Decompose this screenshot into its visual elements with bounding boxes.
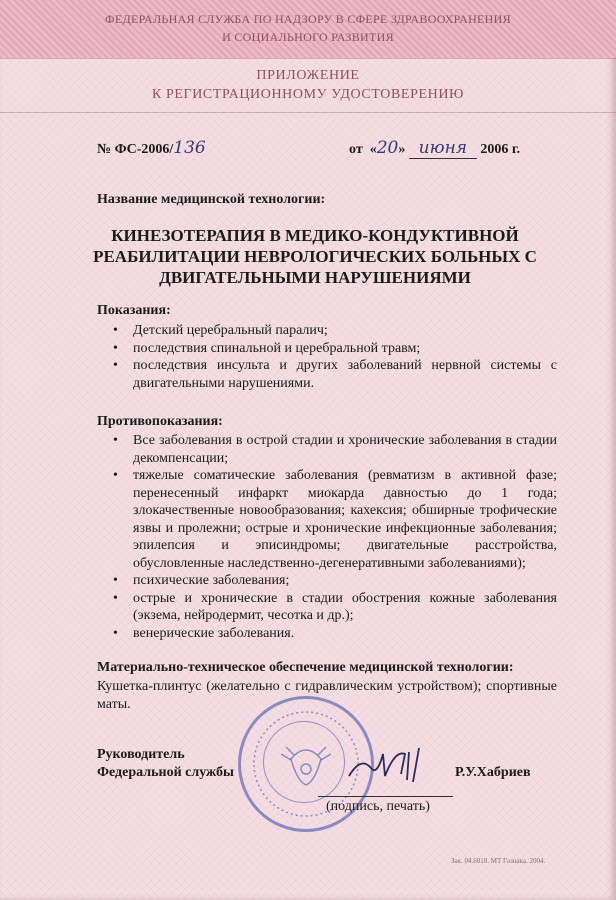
list-item: • острые и хронические в стадии обострения кожные заболевания (экзема, нейродермит, чесотка и др.); — [113, 590, 557, 625]
list-item: • Детский церебральный паралич; — [113, 322, 557, 340]
indications-list — [113, 322, 557, 392]
equipment-label: Материально-техническое обеспечение медицинской технологии: — [97, 660, 514, 675]
contraindications-label: Противопоказания: — [97, 414, 223, 429]
registration-date — [349, 138, 520, 159]
indications-label: Показания: — [97, 303, 171, 318]
date-prefix: от — [349, 142, 363, 157]
date-month-handwritten: июня — [418, 138, 468, 158]
registration-number-prefix: № ФС-2006/ — [97, 142, 174, 157]
registration-number — [97, 138, 206, 158]
equipment-text: Кушетка-плинтус (желательно с гидравлическим устройством); спортивные маты. — [97, 679, 557, 712]
list-item: • венерические заболевания. — [113, 625, 557, 643]
signatory-name: Р.У.Хабриев — [455, 765, 531, 780]
list-item: • последствия инсульта и других заболеваний нервной системы с двигательными нарушениями. — [113, 357, 557, 392]
signature-line — [318, 796, 453, 797]
signatory-role-line1: Руководитель — [97, 747, 185, 762]
signature-caption: (подпись, печать) — [326, 799, 430, 814]
appendix-title-line2: К РЕГИСТРАЦИОННОМУ УДОСТОВЕРЕНИЮ — [151, 87, 465, 102]
signatory-role-line2: Федеральной службы — [97, 765, 234, 780]
list-item: • тяжелые соматические заболевания (ревматизм в активной фазе; перенесенный инфаркт миокарда давностью до 1 года; злокачественные новообразования; кахексия; обширные трофические язвы и пролежни; острые и хронические инфекционные заболевания; эпилепсия и эписиндромы; двигательные расстройства, обусловленные наследственно-дегенеративными заболеваниями); — [113, 467, 557, 572]
date-year: 2006 г. — [480, 142, 521, 157]
appendix-title-line1: ПРИЛОЖЕНИЕ — [256, 68, 360, 83]
date-open-quote: « — [369, 142, 377, 157]
header-band — [0, 0, 616, 58]
date-close-quote: » — [398, 142, 406, 157]
print-mark: Зак. 04.6018. МТ Гознака. 2004. — [451, 857, 546, 865]
contraindications-list — [113, 432, 557, 642]
technology-title: КИНЕЗОТЕРАПИЯ В МЕДИКО-КОНДУКТИВНОЙ РЕАБИЛИТАЦИИ НЕВРОЛОГИЧЕСКИХ БОЛЬНЫХ С ДВИГАТЕЛЬНЫМИ НАРУШЕНИЯМИ — [93, 226, 537, 287]
list-item: • последствия спинальной и церебральной травм; — [113, 340, 557, 358]
list-item: • психические заболевания; — [113, 572, 557, 590]
agency-name-line2: И СОЦИАЛЬНОГО РАЗВИТИЯ — [222, 30, 394, 44]
technology-label: Название медицинской технологии: — [97, 192, 326, 207]
appendix-divider — [0, 112, 616, 113]
agency-name-line1: ФЕДЕРАЛЬНАЯ СЛУЖБА ПО НАДЗОРУ В СФЕРЕ ЗДРАВООХРАНЕНИЯ — [105, 12, 511, 26]
date-day-handwritten: 20 — [376, 138, 399, 158]
handwritten-signature — [345, 738, 445, 788]
list-item: • Все заболевания в острой стадии и хронические заболевания в стадии декомпенсации; — [113, 432, 557, 467]
registration-number-handwritten: 136 — [173, 138, 206, 158]
header-divider — [0, 58, 616, 59]
